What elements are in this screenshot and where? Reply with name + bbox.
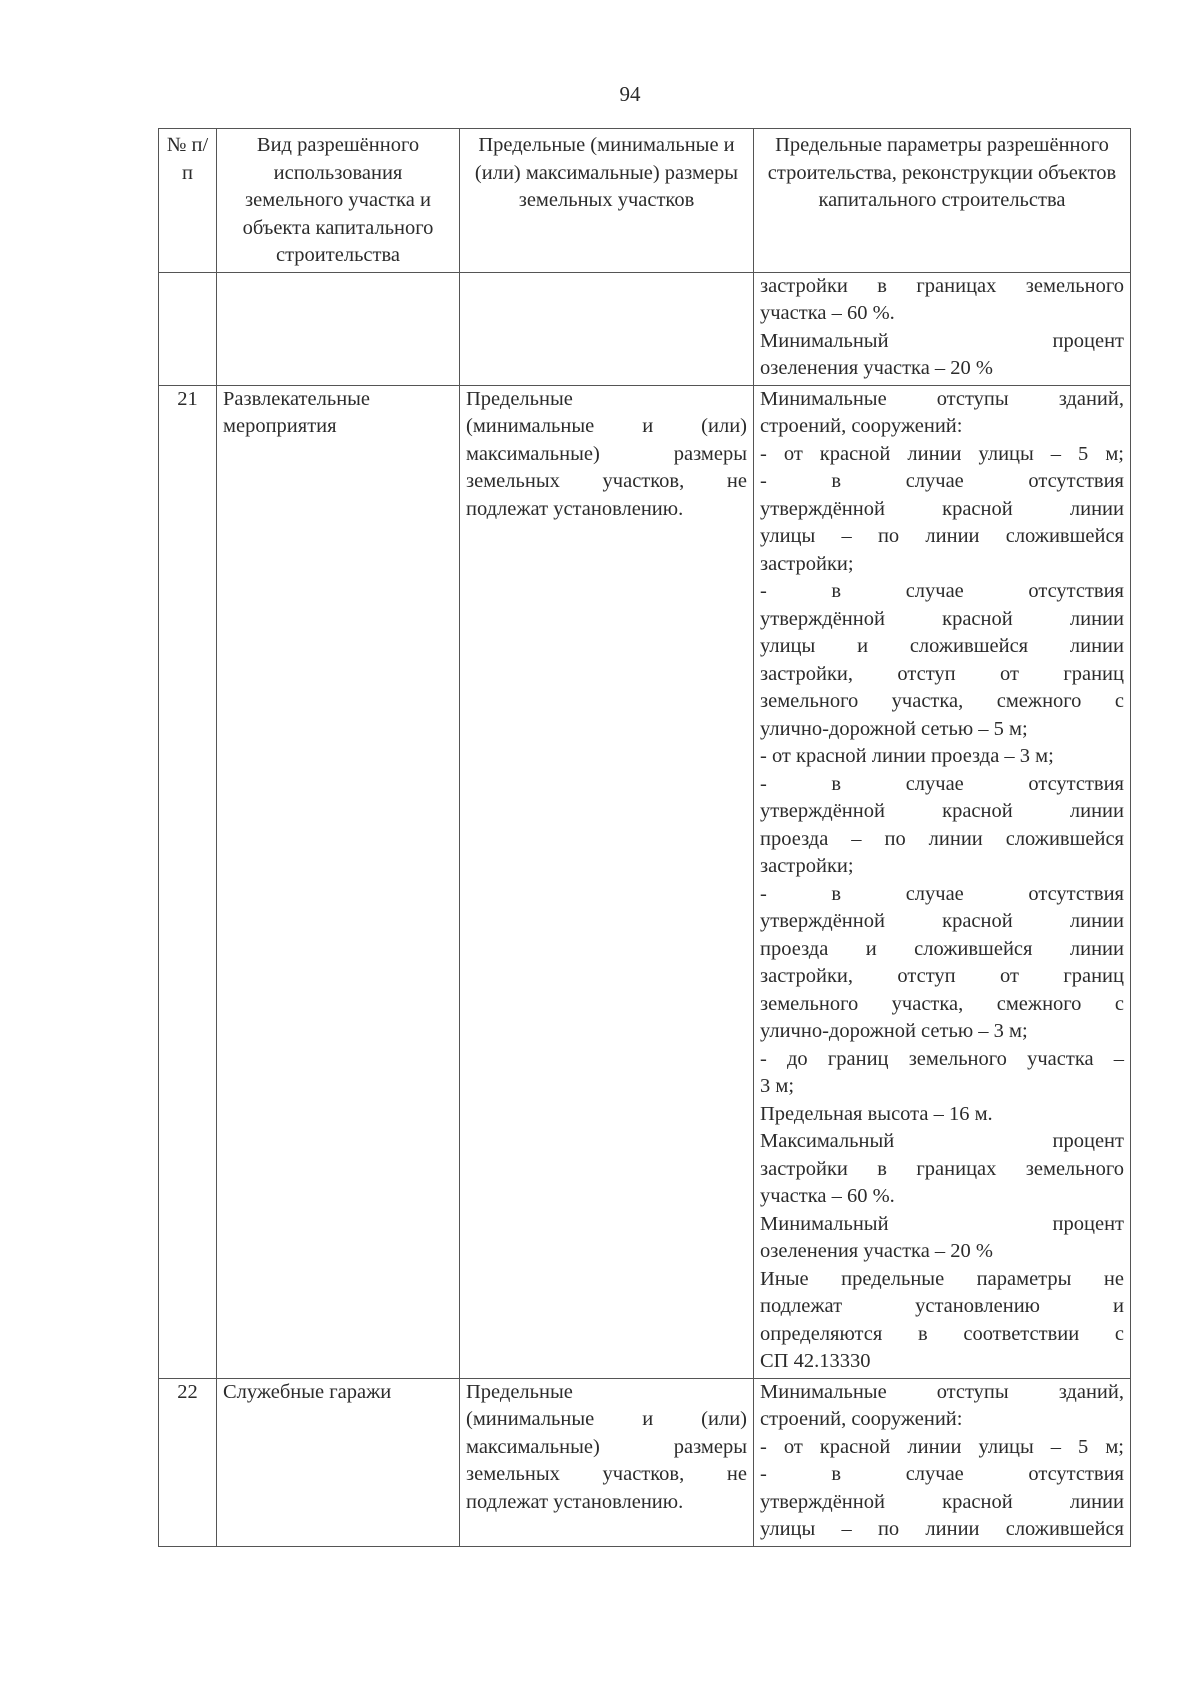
text-line: проезда – по линии сложившейся [760,827,1124,850]
text-line: 3 м; [760,1075,795,1097]
text-line: улицы – по линии сложившейся [760,525,1124,547]
text-line: - до границ земельного участка – [760,1047,1124,1070]
text-line: озеленения участка – 20 % [760,1240,994,1262]
text-line: утверждённой красной линии [760,800,1124,822]
text-line: застройки в границах земельного [760,1157,1124,1180]
text-line: улицы – по линии сложившейся [760,1518,1124,1540]
header-plot-size: Предельные (минимальные и (или) максимальные) размеры земельных участков [460,129,754,273]
text-line: проезда и сложившейся линии [760,937,1124,960]
construction-params-cell [754,1378,1131,1546]
use-type-cell [217,1378,460,1546]
text-line: земельных участков, не [466,1463,747,1485]
text-line: - от красной линии улицы – 5 м; [760,1435,1124,1458]
text-line: определяются в соответствии с [760,1322,1124,1345]
text-line: СП 42.13330 [760,1350,871,1372]
text-line: Предельная высота – 16 м. [760,1102,993,1125]
text-line: Минимальный процент [760,329,1124,352]
text-line: строений, сооружений: [760,415,963,437]
text-line: застройки, отступ от границ [760,965,1124,987]
use-type-text: Служебные гаражи [223,1380,392,1403]
land-use-regulations-table [158,128,1131,1547]
text-line: - от красной линии проезда – 3 м; [760,745,1054,767]
text-line: (минимальные и (или) [466,1408,747,1430]
continuation-params-cell [754,272,1131,385]
text-line: утверждённой красной линии [760,607,1124,630]
construction-params-cell [754,385,1131,1378]
text-line: - в случае отсутствия [760,772,1124,795]
cell-empty-num [159,272,217,385]
use-type-cell [217,385,460,1378]
text-line: улицы и сложившейся линии [760,635,1124,657]
page-number: 94 [619,82,641,106]
plot-size-cell [460,1378,754,1546]
cell-empty-use [217,272,460,385]
text-line: (минимальные и (или) [466,415,747,437]
text-line: Предельные [466,387,573,410]
text-line: улично-дорожной сетью – 5 м; [760,717,1028,740]
text-line: озеленения участка – 20 % [760,357,994,379]
text-line: - в случае отсутствия [760,1463,1124,1485]
text-line: Предельные [466,1380,573,1403]
text-line: Минимальные отступы зданий, [760,387,1124,410]
text-line: участка – 60 %. [760,1185,895,1207]
text-line: улично-дорожной сетью – 3 м; [760,1020,1028,1042]
row-number: 21 [159,385,217,1378]
text-line: строений, сооружений: [760,1408,963,1430]
text-line: - от красной линии улицы – 5 м; [760,442,1124,465]
text-line: земельного участка, смежного с [760,992,1124,1015]
text-line: подлежат установлению. [466,1490,684,1513]
text-line: утверждённой красной линии [760,910,1124,932]
continuation-row [159,272,1131,385]
text-line: застройки; [760,552,854,575]
row-number: 22 [159,1378,217,1546]
text-line: земельных участков, не [466,470,747,492]
plot-size-cell [460,385,754,1378]
text-line: застройки; [760,855,854,877]
text-line: - в случае отсутствия [760,580,1124,602]
header-num: № п/п [159,129,217,273]
text-line: Минимальные отступы зданий, [760,1380,1124,1403]
text-line: - в случае отсутствия [760,470,1124,492]
header-use-type: Вид разрешённого использования земельного участка и объекта капитального строительства [217,129,460,273]
text-line: максимальные) размеры [466,1435,747,1458]
table-row [159,385,1131,1378]
table-header-row [159,129,1131,273]
table-row [159,1378,1131,1546]
text-line: подлежат установлению. [466,497,684,520]
text-line: максимальные) размеры [466,442,747,465]
text-line: застройки, отступ от границ [760,662,1124,685]
use-type-text: Развлекательные мероприятия [223,387,371,437]
text-line: утверждённой красной линии [760,1490,1124,1513]
text-line: утверждённой красной линии [760,497,1124,520]
text-line: Иные предельные параметры не [760,1267,1124,1290]
text-line: Минимальный процент [760,1212,1124,1235]
header-construction-params: Предельные параметры разрешённого строительства, реконструкции объектов капитального строительства [754,129,1131,273]
text-line: подлежат установлению и [760,1295,1124,1317]
cell-empty-size [460,272,754,385]
text-line: Максимальный процент [760,1130,1124,1152]
text-line: участка – 60 %. [760,302,895,324]
text-line: - в случае отсутствия [760,882,1124,905]
text-line: земельного участка, смежного с [760,690,1124,712]
text-line: застройки в границах земельного [760,274,1124,297]
